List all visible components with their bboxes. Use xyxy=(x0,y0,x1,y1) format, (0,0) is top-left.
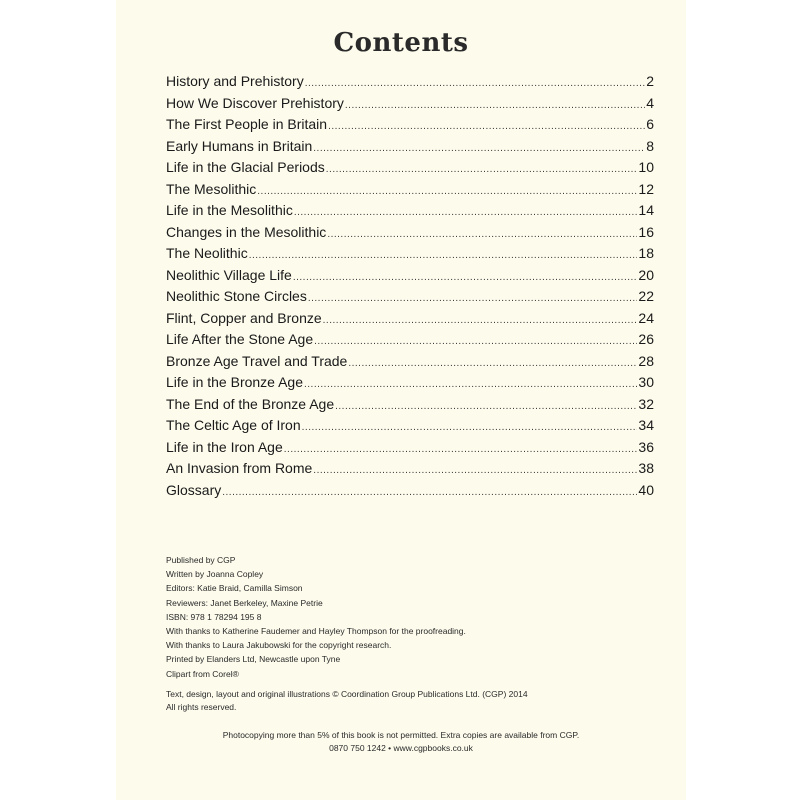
toc-entry-page: 34 xyxy=(638,417,654,433)
toc-entry xyxy=(166,93,654,115)
toc-entry xyxy=(166,243,654,265)
page-title: Contents xyxy=(333,28,469,58)
dot-leader xyxy=(284,439,638,459)
dot-leader xyxy=(304,374,637,394)
credit-line: Reviewers: Janet Berkeley, Maxine Petrie xyxy=(166,597,323,608)
toc-entry xyxy=(166,372,654,394)
toc-entry xyxy=(166,200,654,222)
toc-entry-page: 14 xyxy=(638,202,654,218)
credit-line: With thanks to Laura Jakubowski for the copyright research. xyxy=(166,640,392,651)
dot-leader xyxy=(335,396,637,416)
dot-leader xyxy=(328,116,645,136)
toc-entry-title: Glossary xyxy=(166,481,222,498)
toc-entry xyxy=(166,136,654,158)
toc-entry xyxy=(166,157,654,179)
toc-entry-page: 30 xyxy=(638,374,654,390)
toc-entry-page: 32 xyxy=(638,395,654,412)
toc-entry-page: 6 xyxy=(646,116,654,132)
toc-entry-title: Neolithic Village Life xyxy=(166,266,292,283)
toc-entry xyxy=(166,437,654,459)
dot-leader xyxy=(313,460,637,480)
toc-entry-page: 28 xyxy=(638,352,654,369)
toc-entry-page: 40 xyxy=(638,481,654,498)
dot-leader xyxy=(249,245,638,265)
dot-leader xyxy=(313,138,645,158)
credit-line: Published by CGP xyxy=(166,555,236,565)
toc-entry xyxy=(166,179,654,201)
toc-entry-page: 4 xyxy=(646,94,654,111)
toc-entry xyxy=(166,351,654,373)
toc-entry-title: Early Humans in Britain xyxy=(166,137,313,154)
toc-entry-title: The Celtic Age of Iron xyxy=(166,417,301,433)
toc-entry-page: 20 xyxy=(638,266,654,283)
dot-leader xyxy=(294,202,638,222)
toc-entry-title: History and Prehistory xyxy=(166,73,304,89)
toc-entry-page: 2 xyxy=(646,73,654,89)
toc-entry xyxy=(166,480,654,502)
copyright-line: Text, design, layout and original illustrations © Coordination Group Publications Ltd. (CGP) 2014 xyxy=(166,689,528,699)
dot-leader xyxy=(327,224,637,244)
toc-entry-title: Life in the Iron Age xyxy=(166,438,283,455)
photocopy-notice xyxy=(116,729,686,754)
toc-entry-title: Life After the Stone Age xyxy=(166,331,314,347)
toc-entry-title: The Neolithic xyxy=(166,245,248,261)
toc-entry-page: 24 xyxy=(638,309,654,326)
dot-leader xyxy=(222,482,637,502)
toc-entry-page: 18 xyxy=(638,245,654,261)
credit-line: ISBN: 978 1 78294 195 8 xyxy=(166,611,262,622)
credit-line: Written by Joanna Copley xyxy=(166,569,264,580)
credit-line: Printed by Elanders Ltd, Newcastle upon Tyne xyxy=(166,654,341,665)
publication-credits xyxy=(166,553,646,681)
toc-entry xyxy=(166,394,654,416)
toc-entry-page: 10 xyxy=(638,159,654,175)
toc-entry-page: 12 xyxy=(638,180,654,197)
toc-entry xyxy=(166,329,654,351)
toc-entry-page: 38 xyxy=(638,460,654,476)
table-of-contents xyxy=(166,71,654,501)
copyright-line: All rights reserved. xyxy=(166,702,237,712)
toc-entry-title: Flint, Copper and Bronze xyxy=(166,309,322,326)
toc-entry-title: Life in the Mesolithic xyxy=(166,202,293,218)
dot-leader xyxy=(345,95,645,115)
toc-entry xyxy=(166,222,654,244)
dot-leader xyxy=(348,353,637,373)
toc-entry-title: Bronze Age Travel and Trade xyxy=(166,352,348,369)
dot-leader xyxy=(314,331,637,351)
book-page xyxy=(116,0,686,800)
toc-entry xyxy=(166,71,654,93)
dot-leader xyxy=(305,73,645,93)
toc-entry-title: Life in the Bronze Age xyxy=(166,374,303,390)
dot-leader xyxy=(323,310,638,330)
toc-entry xyxy=(166,308,654,330)
toc-entry-title: Neolithic Stone Circles xyxy=(166,288,307,304)
dot-leader xyxy=(257,181,637,201)
toc-entry-page: 8 xyxy=(646,137,654,154)
toc-entry xyxy=(166,265,654,287)
toc-entry-page: 16 xyxy=(638,223,654,240)
toc-entry-title: Changes in the Mesolithic xyxy=(166,223,327,240)
dot-leader xyxy=(308,288,638,308)
toc-entry-page: 26 xyxy=(638,331,654,347)
toc-entry-title: The First People in Britain xyxy=(166,116,328,132)
credit-line: Editors: Katie Braid, Camilla Simson xyxy=(166,583,303,594)
toc-entry-page: 22 xyxy=(638,288,654,304)
toc-entry-title: The Mesolithic xyxy=(166,180,257,197)
credit-line: Clipart from Corel® xyxy=(166,668,239,679)
toc-entry xyxy=(166,286,654,308)
toc-entry xyxy=(166,458,654,480)
notice-line: 0870 750 1242 • www.cgpbooks.co.uk xyxy=(329,742,473,753)
toc-entry xyxy=(166,114,654,136)
copyright-notice xyxy=(166,688,646,714)
toc-entry xyxy=(166,415,654,437)
credit-line: With thanks to Katherine Faudemer and Hayley Thompson for the proofreading. xyxy=(166,626,466,637)
notice-line: Photocopying more than 5% of this book is not permitted. Extra copies are available from CGP. xyxy=(222,730,580,740)
dot-leader xyxy=(326,159,638,179)
toc-entry-title: Life in the Glacial Periods xyxy=(166,159,325,175)
toc-entry-title: An Invasion from Rome xyxy=(166,460,313,476)
dot-leader xyxy=(293,267,638,287)
toc-entry-title: The End of the Bronze Age xyxy=(166,395,335,412)
toc-entry-page: 36 xyxy=(638,438,654,455)
dot-leader xyxy=(302,417,638,437)
toc-entry-title: How We Discover Prehistory xyxy=(166,94,344,111)
